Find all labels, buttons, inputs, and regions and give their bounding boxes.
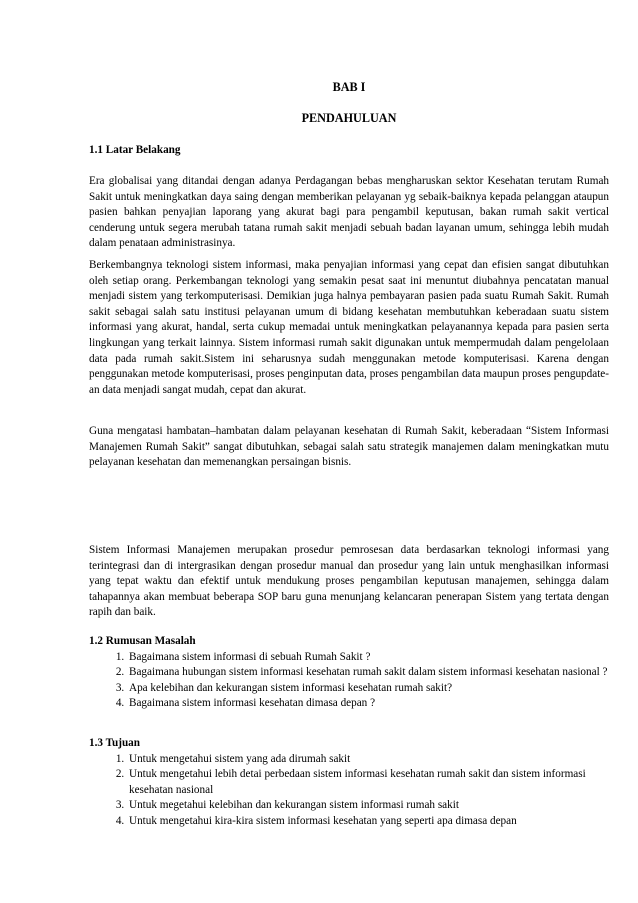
section-heading-latar-belakang: 1.1 Latar Belakang [89, 144, 181, 156]
section-tujuan [89, 736, 609, 830]
list-item: 4. Untuk mengetahui kira-kira sistem informasi kesehatan yang seperti apa dimasa depan [127, 814, 609, 830]
chapter-number: BAB I [332, 80, 366, 94]
tujuan-list [89, 752, 609, 830]
list-item: 1. Bagaimana sistem informasi di sebuah Rumah Sakit ? [127, 650, 609, 666]
list-item: 4. Bagaimana sistem informasi kesehatan dimasa depan ? [127, 696, 609, 712]
section-heading-rumusan-masalah: 1.2 Rumusan Masalah [89, 635, 196, 647]
list-item: 3. Apa kelebihan dan kekurangan sistem informasi kesehatan rumah sakit? [127, 681, 609, 697]
section-heading-tujuan: 1.3 Tujuan [89, 737, 140, 749]
list-item: 3. Untuk megetahui kelebihan dan kekurangan sistem informasi rumah sakit [127, 798, 609, 814]
paragraph-2: Berkembangnya teknologi sistem informasi, maka penyajian informasi yang cepat dan efisien sangat dibutuhkan oleh setiap orang. Perkembangan teknologi yang semakin pesat saat ini menuntut diubahnya pencatatan manual menjadi sistem yang terkomputerisasi. Demikian juga halnya pembayaran pasien pada suatu Rumah Sakit. Rumah sakit sebagai salah satu institusi pelayanan umum di bidang kesehatan membutuhkan keberadaan suatu sistem informasi yang akurat, handal, serta cukup memadai untuk meningkatkan pelayanannya kepada para pasien serta lingkungan yang terkait lainnya. Sistem informasi rumah sakit digunakan untuk mempermudah dalam pengelolaan data pada rumah sakit.Sistem ini seharusnya sudah menggunakan metode komputerisasi. Karena dengan penggunakan metode komputerisasi, proses penginputan data, proses pengambilan data maupun proses pengupdate-an data menjadi sangat mudah, cepat dan akurat. [89, 259, 609, 396]
list-item: 2. Untuk mengetahui lebih detai perbedaan sistem informasi kesehatan rumah sakit dan sistem informasi kesehatan nasional [127, 767, 609, 798]
chapter-title: PENDAHULUAN [301, 111, 397, 125]
paragraph-1: Era globalisai yang ditandai dengan adanya Perdagangan bebas mengharuskan sektor Kesehatan terutam Rumah Sakit untuk meningkatkan daya saing dengan memberikan pelayanan yg sebaik-baiknya kepada pelanggan ataupun pasien bahkan penyajian laporang yang akurat bagi para pengambil keputusan, bakan rumah sakit vertical cenderung untuk segera merubah tatana rumah sakit menjadi sebuah badan layanan umum, sehingga lebih mudah dalam penataan administrasinya. [89, 175, 609, 250]
paragraph-3: Guna mengatasi hambatan–hambatan dalam pelayanan kesehatan di Rumah Sakit, keberadaan “Sistem Informasi Manajemen Rumah Sakit” sangat dibutuhkan, sebagai salah satu strategik manajemen dalam meningkatkan mutu pelayanan kesehatan dan memenangkan persaingan bisnis. [89, 425, 609, 469]
list-item: 2. Bagaimana hubungan sistem informasi kesehatan rumah sakit dalam sistem informasi kesehatan nasional ? [127, 665, 609, 681]
paragraph-4: Sistem Informasi Manajemen merupakan prosedur pemrosesan data berdasarkan teknologi informasi yang terintegrasi dan di intergrasikan dengan prosedur manual dan prosedur yang lain untuk menghasilkan informasi yang tepat waktu dan efektif untuk mendukung proses pengambilan keputusan manajemen, sehingga dalam tahapannya akan membuat beberapa SOP baru guna menunjang kelancaran penerapan Sistem yang tertata dengan rapih dan baik. [89, 544, 609, 619]
rumusan-list [89, 650, 609, 712]
list-item: 1. Untuk mengetahui sistem yang ada dirumah sakit [127, 752, 609, 768]
section-rumusan-masalah [89, 634, 609, 712]
